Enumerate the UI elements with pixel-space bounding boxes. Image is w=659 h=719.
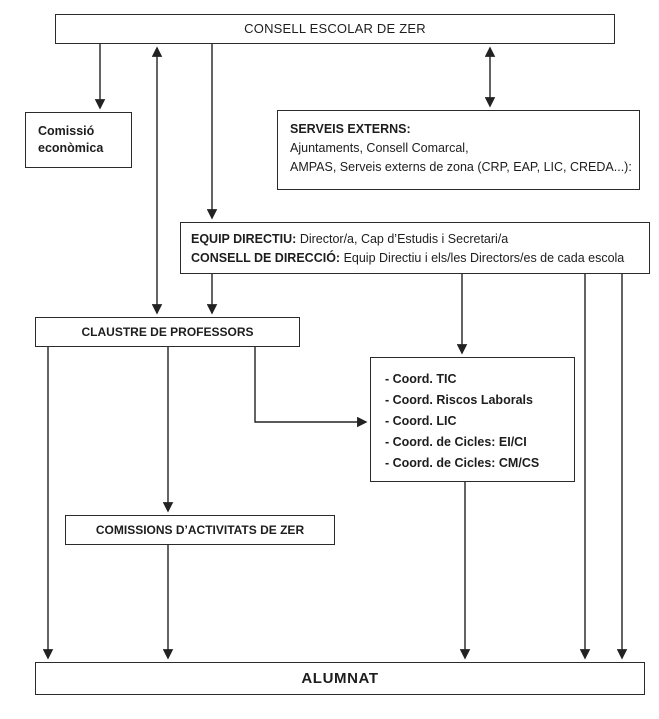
consell-direccio-label: CONSELL DE DIRECCIÓ: <box>191 251 341 266</box>
coord-item-riscos: - Coord. Riscos Laborals <box>385 393 533 407</box>
equip-directiu-text: Director/a, Cap d’Estudis i Secretari/a <box>296 232 509 246</box>
coord-item-cicles-cmcs: - Coord. de Cicles: CM/CS <box>385 456 540 470</box>
coord-item-cicles-eici: - Coord. de Cicles: EI/CI <box>385 435 527 449</box>
comissions-activitats-box <box>65 515 335 545</box>
serveis-externs-line1: Ajuntaments, Consell Comarcal, <box>290 140 469 155</box>
comissio-economica-box <box>25 112 132 168</box>
serveis-externs-box <box>277 110 640 190</box>
coord-item-lic: - Coord. LIC <box>385 414 457 428</box>
consell-direccio-text: Equip Directiu i els/les Directors/es de cada escola <box>340 251 625 266</box>
alumnat-label: ALUMNAT <box>301 670 379 687</box>
coordinacions-box <box>370 357 575 482</box>
equip-directiu-label: EQUIP DIRECTIU: <box>191 232 297 246</box>
equip-directiu-line <box>191 230 639 249</box>
claustre-box <box>35 317 300 347</box>
equip-directiu-box <box>180 222 650 274</box>
alumnat-box <box>35 662 645 695</box>
claustre-label: CLAUSTRE DE PROFESSORS <box>81 324 254 339</box>
comissions-activitats-label: COMISSIONS D’ACTIVITATS DE ZER <box>95 522 305 537</box>
consell-escolar-label: CONSELL ESCOLAR DE ZER <box>244 20 426 36</box>
serveis-externs-title: SERVEIS EXTERNS: <box>290 122 411 136</box>
comissio-economica-label: Comissió econòmica <box>38 123 104 155</box>
coord-item-tic: - Coord. TIC <box>385 372 457 386</box>
consell-escolar-box <box>55 14 615 44</box>
consell-direccio-line <box>191 249 639 268</box>
serveis-externs-line2: AMPAS, Serveis externs de zona (CRP, EAP, LIC, CREDA...): <box>290 159 632 174</box>
